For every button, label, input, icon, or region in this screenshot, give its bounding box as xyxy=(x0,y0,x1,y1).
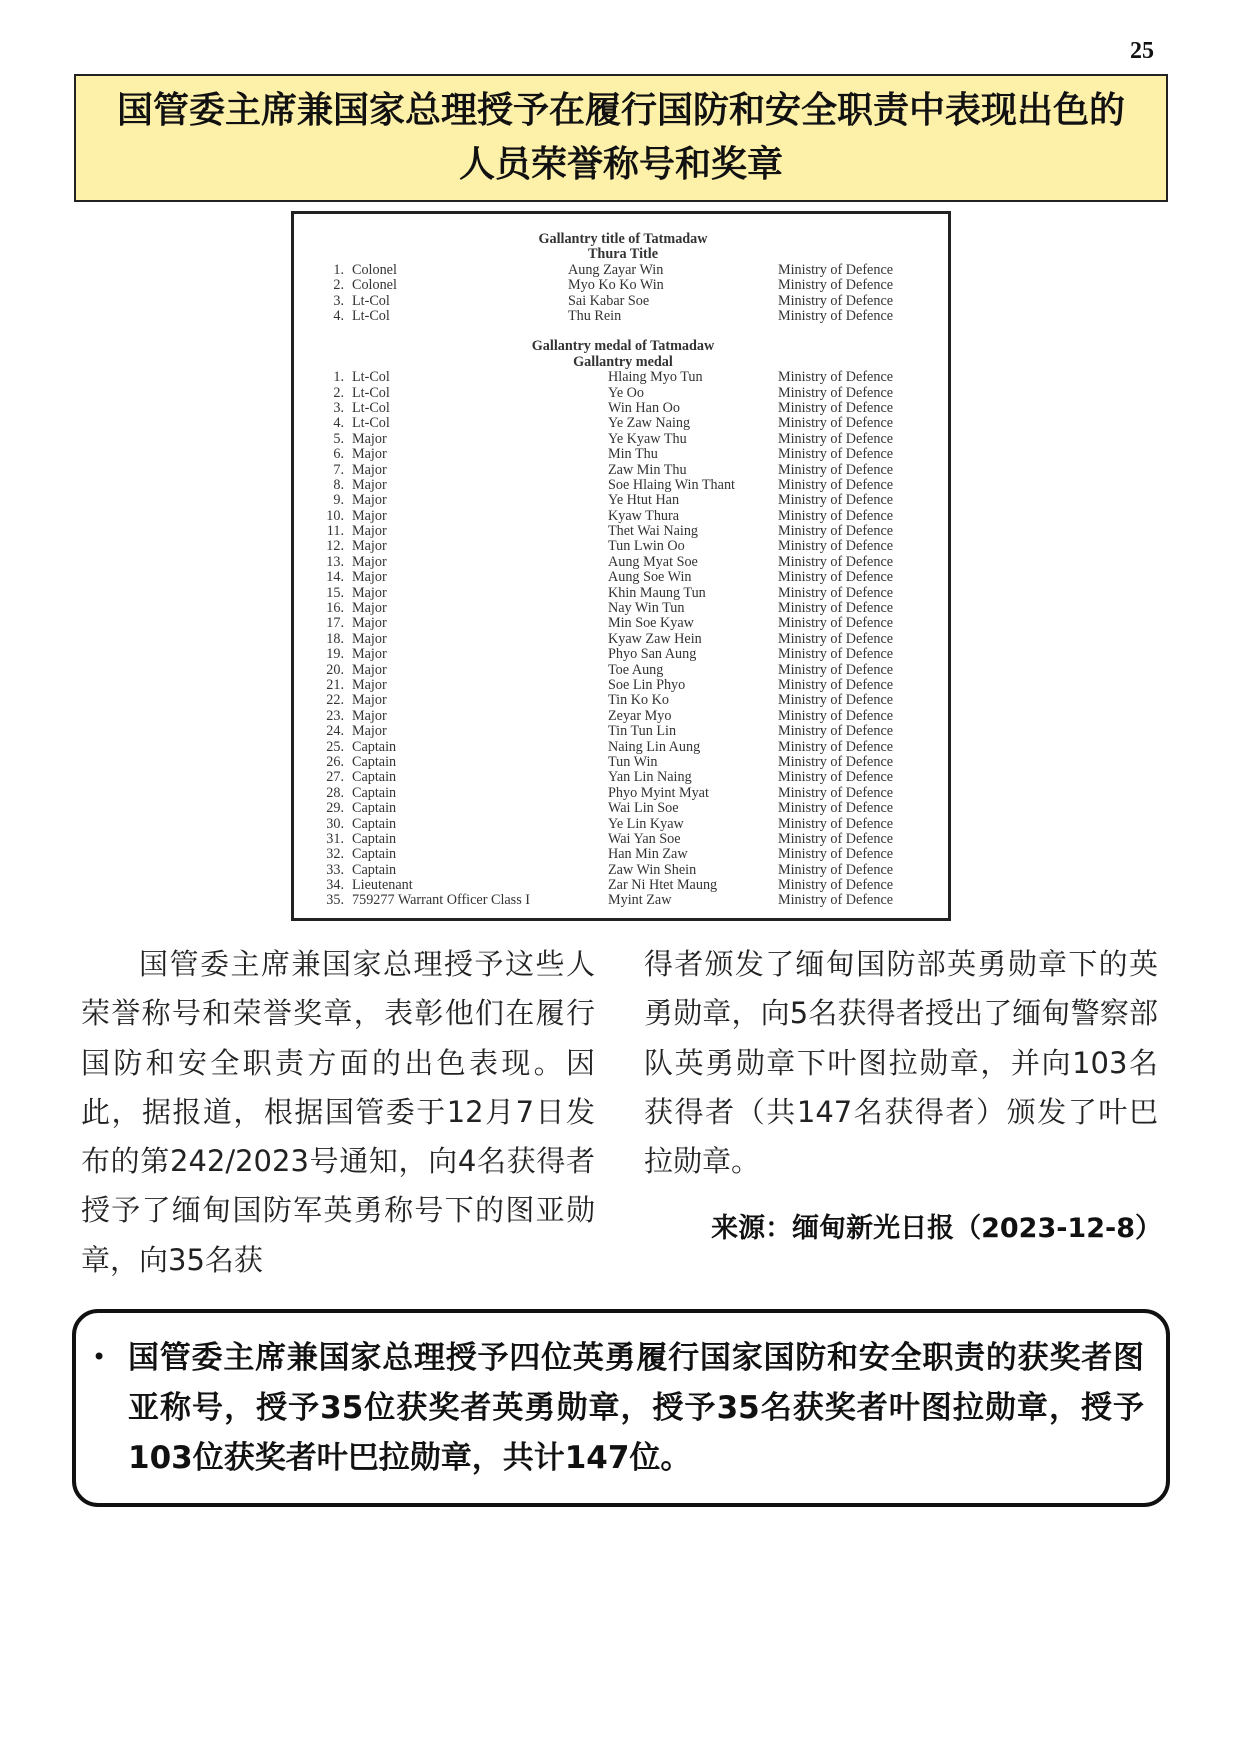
row-name: Nay Win Tun xyxy=(608,600,685,617)
row-name: Ye Zaw Naing xyxy=(608,415,691,432)
row-ministry: Ministry of Defence xyxy=(778,707,894,724)
row-number: 30. xyxy=(326,815,344,832)
list-item xyxy=(318,386,928,401)
row-name: Tun Lwin Oo xyxy=(608,538,685,555)
row-number: 6. xyxy=(333,446,344,463)
row-number: 16. xyxy=(326,600,344,617)
list-item xyxy=(318,832,928,847)
row-number: 31. xyxy=(326,830,344,847)
row-rank: Major xyxy=(352,523,387,540)
row-name: Zeyar Myo xyxy=(608,707,672,724)
row-ministry: Ministry of Defence xyxy=(778,692,894,709)
body-paragraph-continued: 得者颁发了缅甸国防部英勇勋章下的英勇勋章，向5名获得者授出了缅甸警察部队英勇勋章下叶图拉勋章，并向103名获得者（共147名获得者）颁发了叶巴拉勋章。 xyxy=(644,947,1158,1179)
row-ministry: Ministry of Defence xyxy=(778,538,894,555)
row-ministry: Ministry of Defence xyxy=(778,769,894,786)
source-citation: 来源：缅甸新光日报（2023-12-8） xyxy=(711,1213,1162,1244)
list-item xyxy=(318,724,928,739)
list-item xyxy=(318,586,928,601)
list-item xyxy=(318,509,928,524)
row-ministry: Ministry of Defence xyxy=(778,399,894,416)
row-name: Zaw Win Shein xyxy=(608,861,697,878)
row-number: 20. xyxy=(326,661,344,678)
row-name: Aung Myat Soe xyxy=(608,553,698,570)
title-line-1: 国管委主席兼国家总理授予在履行国防和安全职责中表现出色的 xyxy=(116,90,1125,131)
row-number: 7. xyxy=(333,461,344,478)
list-item xyxy=(318,294,928,309)
list-item xyxy=(318,601,928,616)
row-ministry: Ministry of Defence xyxy=(778,307,894,324)
row-rank: Major xyxy=(352,661,387,678)
thura-title-list xyxy=(318,263,928,325)
row-number: 17. xyxy=(326,615,344,632)
row-number: 23. xyxy=(326,707,344,724)
list-item xyxy=(318,647,928,662)
row-ministry: Ministry of Defence xyxy=(778,292,894,309)
row-rank: Major xyxy=(352,677,387,693)
row-rank: Captain xyxy=(352,846,397,863)
row-name: Phyo Myint Myat xyxy=(608,784,709,801)
row-ministry: Ministry of Defence xyxy=(778,815,894,832)
row-number: 3. xyxy=(333,399,344,416)
row-ministry: Ministry of Defence xyxy=(778,846,894,863)
row-number: 25. xyxy=(326,738,344,755)
row-ministry: Ministry of Defence xyxy=(778,753,894,770)
row-ministry: Ministry of Defence xyxy=(778,430,894,447)
row-name: Zaw Min Thu xyxy=(608,461,687,478)
row-rank: Lt-Col xyxy=(352,307,390,324)
row-rank: Major xyxy=(352,584,387,601)
row-ministry: Ministry of Defence xyxy=(778,569,894,586)
list-item xyxy=(318,847,928,862)
row-name: Ye Oo xyxy=(608,384,645,401)
row-rank: Major xyxy=(352,538,387,555)
list-item xyxy=(318,263,928,278)
section-heading: Gallantry medal of Tatmadaw xyxy=(531,338,715,355)
list-item xyxy=(318,740,928,755)
row-name: Tin Tun Lin xyxy=(608,723,677,740)
list-item xyxy=(318,893,928,908)
row-name: Min Thu xyxy=(608,446,658,463)
row-name: Soe Hlaing Win Thant xyxy=(608,476,735,493)
row-number: 29. xyxy=(326,800,344,817)
section-subheading: Thura Title xyxy=(587,246,659,263)
row-rank: Major xyxy=(352,569,387,586)
section-heading: Gallantry title of Tatmadaw xyxy=(538,231,708,247)
row-name: Kyaw Thura xyxy=(608,507,680,524)
row-rank: Lt-Col xyxy=(352,369,390,386)
list-item xyxy=(318,786,928,801)
list-item xyxy=(318,863,928,878)
section-subheading: Gallantry medal xyxy=(573,353,673,370)
row-number: 33. xyxy=(326,861,344,878)
row-number: 10. xyxy=(326,507,344,524)
row-name: Phyo San Aung xyxy=(608,646,697,663)
row-rank: Major xyxy=(352,507,387,524)
gallantry-medal-list xyxy=(318,370,928,909)
list-item xyxy=(318,616,928,631)
row-rank: Colonel xyxy=(352,277,397,294)
list-item xyxy=(318,555,928,570)
list-item xyxy=(318,632,928,647)
row-name: Aung Soe Win xyxy=(608,569,692,586)
row-ministry: Ministry of Defence xyxy=(778,507,894,524)
list-item xyxy=(318,709,928,724)
title-line-2: 人员荣誉称号和奖章 xyxy=(458,144,783,185)
summary-box xyxy=(72,1309,1170,1507)
row-name: Ye Kyaw Thu xyxy=(608,430,687,447)
row-number: 21. xyxy=(326,677,344,693)
row-ministry: Ministry of Defence xyxy=(778,415,894,432)
row-number: 1. xyxy=(333,369,344,386)
row-name: Yan Lin Naing xyxy=(608,769,692,786)
row-ministry: Ministry of Defence xyxy=(778,892,894,909)
row-rank: Lt-Col xyxy=(352,292,390,309)
bullet-icon: • xyxy=(92,1343,107,1371)
list-item xyxy=(318,401,928,416)
row-number: 26. xyxy=(326,753,344,770)
row-number: 15. xyxy=(326,584,344,601)
row-name: Min Soe Kyaw xyxy=(608,615,694,632)
row-ministry: Ministry of Defence xyxy=(778,523,894,540)
row-rank: Captain xyxy=(352,753,397,770)
row-name: Naing Lin Aung xyxy=(608,738,701,755)
body-column-right xyxy=(644,940,1158,1186)
row-ministry: Ministry of Defence xyxy=(778,369,894,386)
row-name: Thu Rein xyxy=(568,307,622,324)
row-number: 27. xyxy=(326,769,344,786)
row-number: 12. xyxy=(326,538,344,555)
row-number: 32. xyxy=(326,846,344,863)
row-name: Tin Ko Ko xyxy=(608,692,669,709)
list-item xyxy=(318,309,928,324)
row-rank: Lt-Col xyxy=(352,399,390,416)
row-number: 4. xyxy=(333,415,344,432)
row-name: Tun Win xyxy=(608,753,658,770)
row-name: Wai Lin Soe xyxy=(608,800,679,817)
title-banner xyxy=(74,74,1168,202)
list-item xyxy=(318,447,928,462)
row-name: Thet Wai Naing xyxy=(608,523,699,540)
row-rank: Major xyxy=(352,692,387,709)
row-rank: Captain xyxy=(352,830,397,847)
row-name: Khin Maung Tun xyxy=(608,584,706,601)
row-name: Han Min Zaw xyxy=(608,846,688,863)
row-name: Sai Kabar Soe xyxy=(568,292,650,309)
row-number: 19. xyxy=(326,646,344,663)
row-rank: Captain xyxy=(352,815,397,832)
row-ministry: Ministry of Defence xyxy=(778,461,894,478)
list-item xyxy=(318,524,928,539)
row-number: 28. xyxy=(326,784,344,801)
row-ministry: Ministry of Defence xyxy=(778,553,894,570)
row-rank: Colonel xyxy=(352,261,397,278)
list-item xyxy=(318,570,928,585)
row-number: 4. xyxy=(333,307,344,324)
row-rank: Major xyxy=(352,461,387,478)
row-rank: Major xyxy=(352,615,387,632)
row-ministry: Ministry of Defence xyxy=(778,630,894,647)
row-number: 35. xyxy=(326,892,344,909)
row-ministry: Ministry of Defence xyxy=(778,476,894,493)
row-ministry: Ministry of Defence xyxy=(778,738,894,755)
list-item xyxy=(318,370,928,385)
row-name: Toe Aung xyxy=(608,661,664,678)
page-number: 25 xyxy=(1130,38,1154,64)
row-ministry: Ministry of Defence xyxy=(778,446,894,463)
clipping-content xyxy=(318,232,928,909)
row-number: 24. xyxy=(326,723,344,740)
row-rank: Major xyxy=(352,707,387,724)
list-item xyxy=(318,539,928,554)
row-ministry: Ministry of Defence xyxy=(778,830,894,847)
list-item xyxy=(318,278,928,293)
row-rank: Captain xyxy=(352,738,397,755)
row-number: 3. xyxy=(333,292,344,309)
row-number: 11. xyxy=(326,523,344,540)
row-ministry: Ministry of Defence xyxy=(778,492,894,509)
row-number: 18. xyxy=(326,630,344,647)
body-paragraph: 国管委主席兼国家总理授予这些人荣誉称号和荣誉奖章，表彰他们在履行国防和安全职责方面的出色表现。因此，据报道，根据国管委于12月7日发布的第242/2023号通知，向4名获得者授予了缅甸国防军英勇称号下的图亚勋章，向35名获 xyxy=(81,947,595,1277)
row-rank: Lt-Col xyxy=(352,384,390,401)
row-name: Hlaing Myo Tun xyxy=(608,369,703,386)
row-number: 34. xyxy=(326,877,344,894)
summary-text: 国管委主席兼国家总理授予四位英勇履行国家国防和安全职责的获奖者图亚称号，授予35位获奖者英勇勋章，授予35名获奖者叶图拉勋章，授予103位获奖者叶巴拉勋章，共计147位。 xyxy=(128,1340,1144,1476)
row-ministry: Ministry of Defence xyxy=(778,277,894,294)
row-rank: Major xyxy=(352,492,387,509)
row-rank: Major xyxy=(352,600,387,617)
row-rank: Captain xyxy=(352,800,397,817)
list-item xyxy=(318,678,928,693)
row-name: Ye Htut Han xyxy=(608,492,680,509)
row-rank: Captain xyxy=(352,769,397,786)
row-number: 2. xyxy=(333,277,344,294)
row-rank: Major xyxy=(352,630,387,647)
list-item xyxy=(318,416,928,431)
row-rank: 759277 Warrant Officer Class I xyxy=(352,892,530,909)
row-ministry: Ministry of Defence xyxy=(778,600,894,617)
row-number: 9. xyxy=(333,492,344,509)
row-name: Win Han Oo xyxy=(608,399,680,416)
row-number: 8. xyxy=(333,476,344,493)
row-name: Myint Zaw xyxy=(608,892,672,909)
row-rank: Major xyxy=(352,476,387,493)
row-number: 14. xyxy=(326,569,344,586)
row-rank: Major xyxy=(352,446,387,463)
row-rank: Major xyxy=(352,723,387,740)
row-rank: Major xyxy=(352,430,387,447)
row-ministry: Ministry of Defence xyxy=(778,784,894,801)
list-item xyxy=(318,817,928,832)
row-rank: Captain xyxy=(352,861,397,878)
row-ministry: Ministry of Defence xyxy=(778,800,894,817)
row-ministry: Ministry of Defence xyxy=(778,584,894,601)
list-item xyxy=(318,478,928,493)
row-ministry: Ministry of Defence xyxy=(778,646,894,663)
row-name: Aung Zayar Win xyxy=(568,261,664,278)
row-name: Myo Ko Ko Win xyxy=(568,277,664,294)
row-name: Kyaw Zaw Hein xyxy=(608,630,702,647)
row-name: Zar Ni Htet Maung xyxy=(608,877,718,894)
row-name: Ye Lin Kyaw xyxy=(608,815,684,832)
list-item xyxy=(318,770,928,785)
row-rank: Major xyxy=(352,553,387,570)
row-rank: Major xyxy=(352,646,387,663)
list-item xyxy=(318,878,928,893)
row-ministry: Ministry of Defence xyxy=(778,723,894,740)
list-item xyxy=(318,463,928,478)
list-item xyxy=(318,663,928,678)
row-number: 22. xyxy=(326,692,344,709)
list-item xyxy=(318,755,928,770)
row-ministry: Ministry of Defence xyxy=(778,677,894,693)
list-item xyxy=(318,801,928,816)
row-ministry: Ministry of Defence xyxy=(778,384,894,401)
list-item xyxy=(318,493,928,508)
row-number: 2. xyxy=(333,384,344,401)
row-ministry: Ministry of Defence xyxy=(778,661,894,678)
row-name: Soe Lin Phyo xyxy=(608,677,686,693)
list-item xyxy=(318,693,928,708)
row-number: 1. xyxy=(333,261,344,278)
list-item xyxy=(318,432,928,447)
row-rank: Lt-Col xyxy=(352,415,390,432)
row-number: 13. xyxy=(326,553,344,570)
row-rank: Lieutenant xyxy=(352,877,413,894)
row-rank: Captain xyxy=(352,784,397,801)
row-ministry: Ministry of Defence xyxy=(778,861,894,878)
row-ministry: Ministry of Defence xyxy=(778,615,894,632)
row-name: Wai Yan Soe xyxy=(608,830,681,847)
row-number: 5. xyxy=(333,430,344,447)
body-column-left xyxy=(81,940,595,1285)
row-ministry: Ministry of Defence xyxy=(778,261,894,278)
newspaper-clipping xyxy=(291,211,951,921)
row-ministry: Ministry of Defence xyxy=(778,877,894,894)
